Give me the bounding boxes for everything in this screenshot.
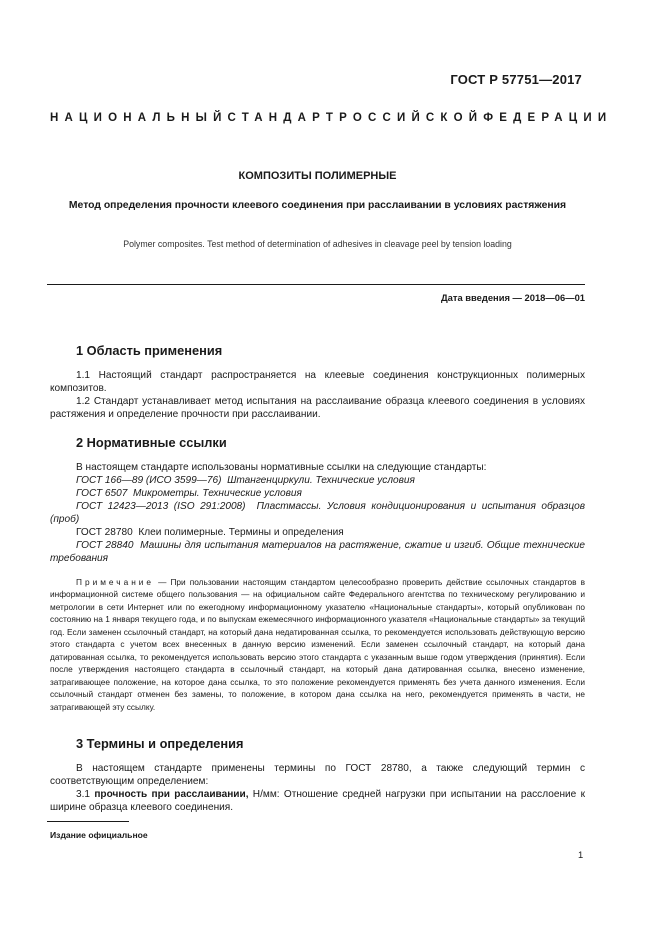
reference-title: Пластмассы. Условия кондиционирования и испытания образцов (проб) [50, 501, 586, 525]
term-number: 3.1 [76, 789, 95, 800]
footer-divider [47, 821, 129, 822]
introduction-date: Дата введения — 2018—06—01 [440, 292, 585, 303]
title-divider [47, 284, 585, 285]
document-subtitle: Метод определения прочности клеевого соединения при расслаивании в условиях растяжения [68, 200, 567, 211]
banner-word: НАЦИОНАЛЬНЫЙ [50, 112, 228, 124]
reference-item [50, 539, 585, 565]
reference-title: Машины для испытания материалов на растяжение, сжатие и изгиб. Общие технические требования [50, 540, 585, 564]
reference-title: Клеи полимерные. Термины и определения [138, 527, 344, 538]
reference-code: ГОСТ 6507 [76, 488, 128, 499]
reference-code: ГОСТ 166—89 (ИСО 3599—76) [76, 475, 222, 486]
reference-item [76, 474, 415, 487]
reference-title: Штангенциркули. Технические условия [227, 475, 415, 486]
reference-code: ГОСТ 28780 [76, 527, 133, 538]
reference-code: ГОСТ 28840 [76, 540, 134, 551]
section-1-heading: 1 Область применения [76, 343, 223, 358]
reference-code: ГОСТ 12423—2013 (ISO 291:2008) [76, 501, 246, 512]
english-title: Polymer composites. Test method of determination of adhesives in cleavage peel by tension loading [123, 239, 512, 249]
reference-item [76, 526, 344, 539]
paragraph-1-2: 1.2 Стандарт устанавливает метод испытания на расслаивание образца клеевого соединения в условиях растяжения и определение прочности при расслаивании. [50, 396, 585, 420]
banner-word: ФЕДЕРАЦИИ [483, 112, 613, 124]
reference-item [50, 500, 585, 526]
document-number: ГОСТ Р 57751—2017 [450, 72, 582, 87]
section-3-heading: 3 Термины и определения [76, 736, 244, 751]
terms-intro: В настоящем стандарте применены термины по ГОСТ 28780, а также следующий термин с соответствующим определением: [50, 763, 585, 787]
term-unit: Н/мм: [248, 789, 280, 800]
term-definition [50, 788, 585, 814]
references-note [50, 576, 585, 713]
references-intro: В настоящем стандарте использованы нормативные ссылки на следующие стандарты: [76, 462, 487, 473]
paragraph-1-1: 1.1 Настоящий стандарт распространяется на клеевые соединения конструкционных полимерных композитов. [50, 370, 585, 394]
note-label: Примечание [76, 577, 155, 587]
page-number: 1 [578, 849, 584, 860]
note-text: — При пользовании настоящим стандартом целесообразно проверить действие ссылочных стандартов в информационной системе общего пользования — на официальном сайте Федерального агентства по техническому регулированию и метрологии в сети Интернет или по ежегодному информационному указателю «Национальные стандарты», который опубликован по состоянию на 1 января текущего года, и по выпускам ежемесячного информационного указателя «Национальные стандарты» за текущий год. Если заменен ссылочный стандарт, на который дана недатированная ссылка, то рекомендуется использовать действующую версию этого стандарта с учетом всех внесенных в данную версию изменений. Если заменен ссылочный стандарт, на который дана датированная ссылка, то рекомендуется использовать версию этого стандарта с указанным выше годом утверждения (принятия). Если после утверждения настоящего стандарта в ссылочный стандарт, на который дана датированная ссылка, внесено изменение, затрагивающее положение, на которое дана ссылка, то это положение рекомендуется применять без учета данного изменения. Если ссылочный стандарт отменен без замены, то положение, в котором дана ссылка на него, рекомендуется применять в части, не затрагивающей эту ссылку. [50, 577, 585, 712]
banner-word: СТАНДАРТ [227, 112, 340, 124]
term-text: Отношение средней нагрузки при испытании на расслоение к ширине образца клеевого соединения. [50, 789, 585, 813]
banner-word: РОССИЙСКОЙ [339, 112, 484, 124]
official-edition-label: Издание официальное [50, 830, 148, 840]
document-title: КОМПОЗИТЫ ПОЛИМЕРНЫЕ [238, 170, 397, 182]
term-name: прочность при расслаивании, [94, 789, 249, 800]
section-2-heading: 2 Нормативные ссылки [76, 435, 227, 450]
reference-item [76, 487, 302, 500]
reference-title: Микрометры. Технические условия [133, 488, 302, 499]
national-standard-banner [50, 112, 613, 124]
